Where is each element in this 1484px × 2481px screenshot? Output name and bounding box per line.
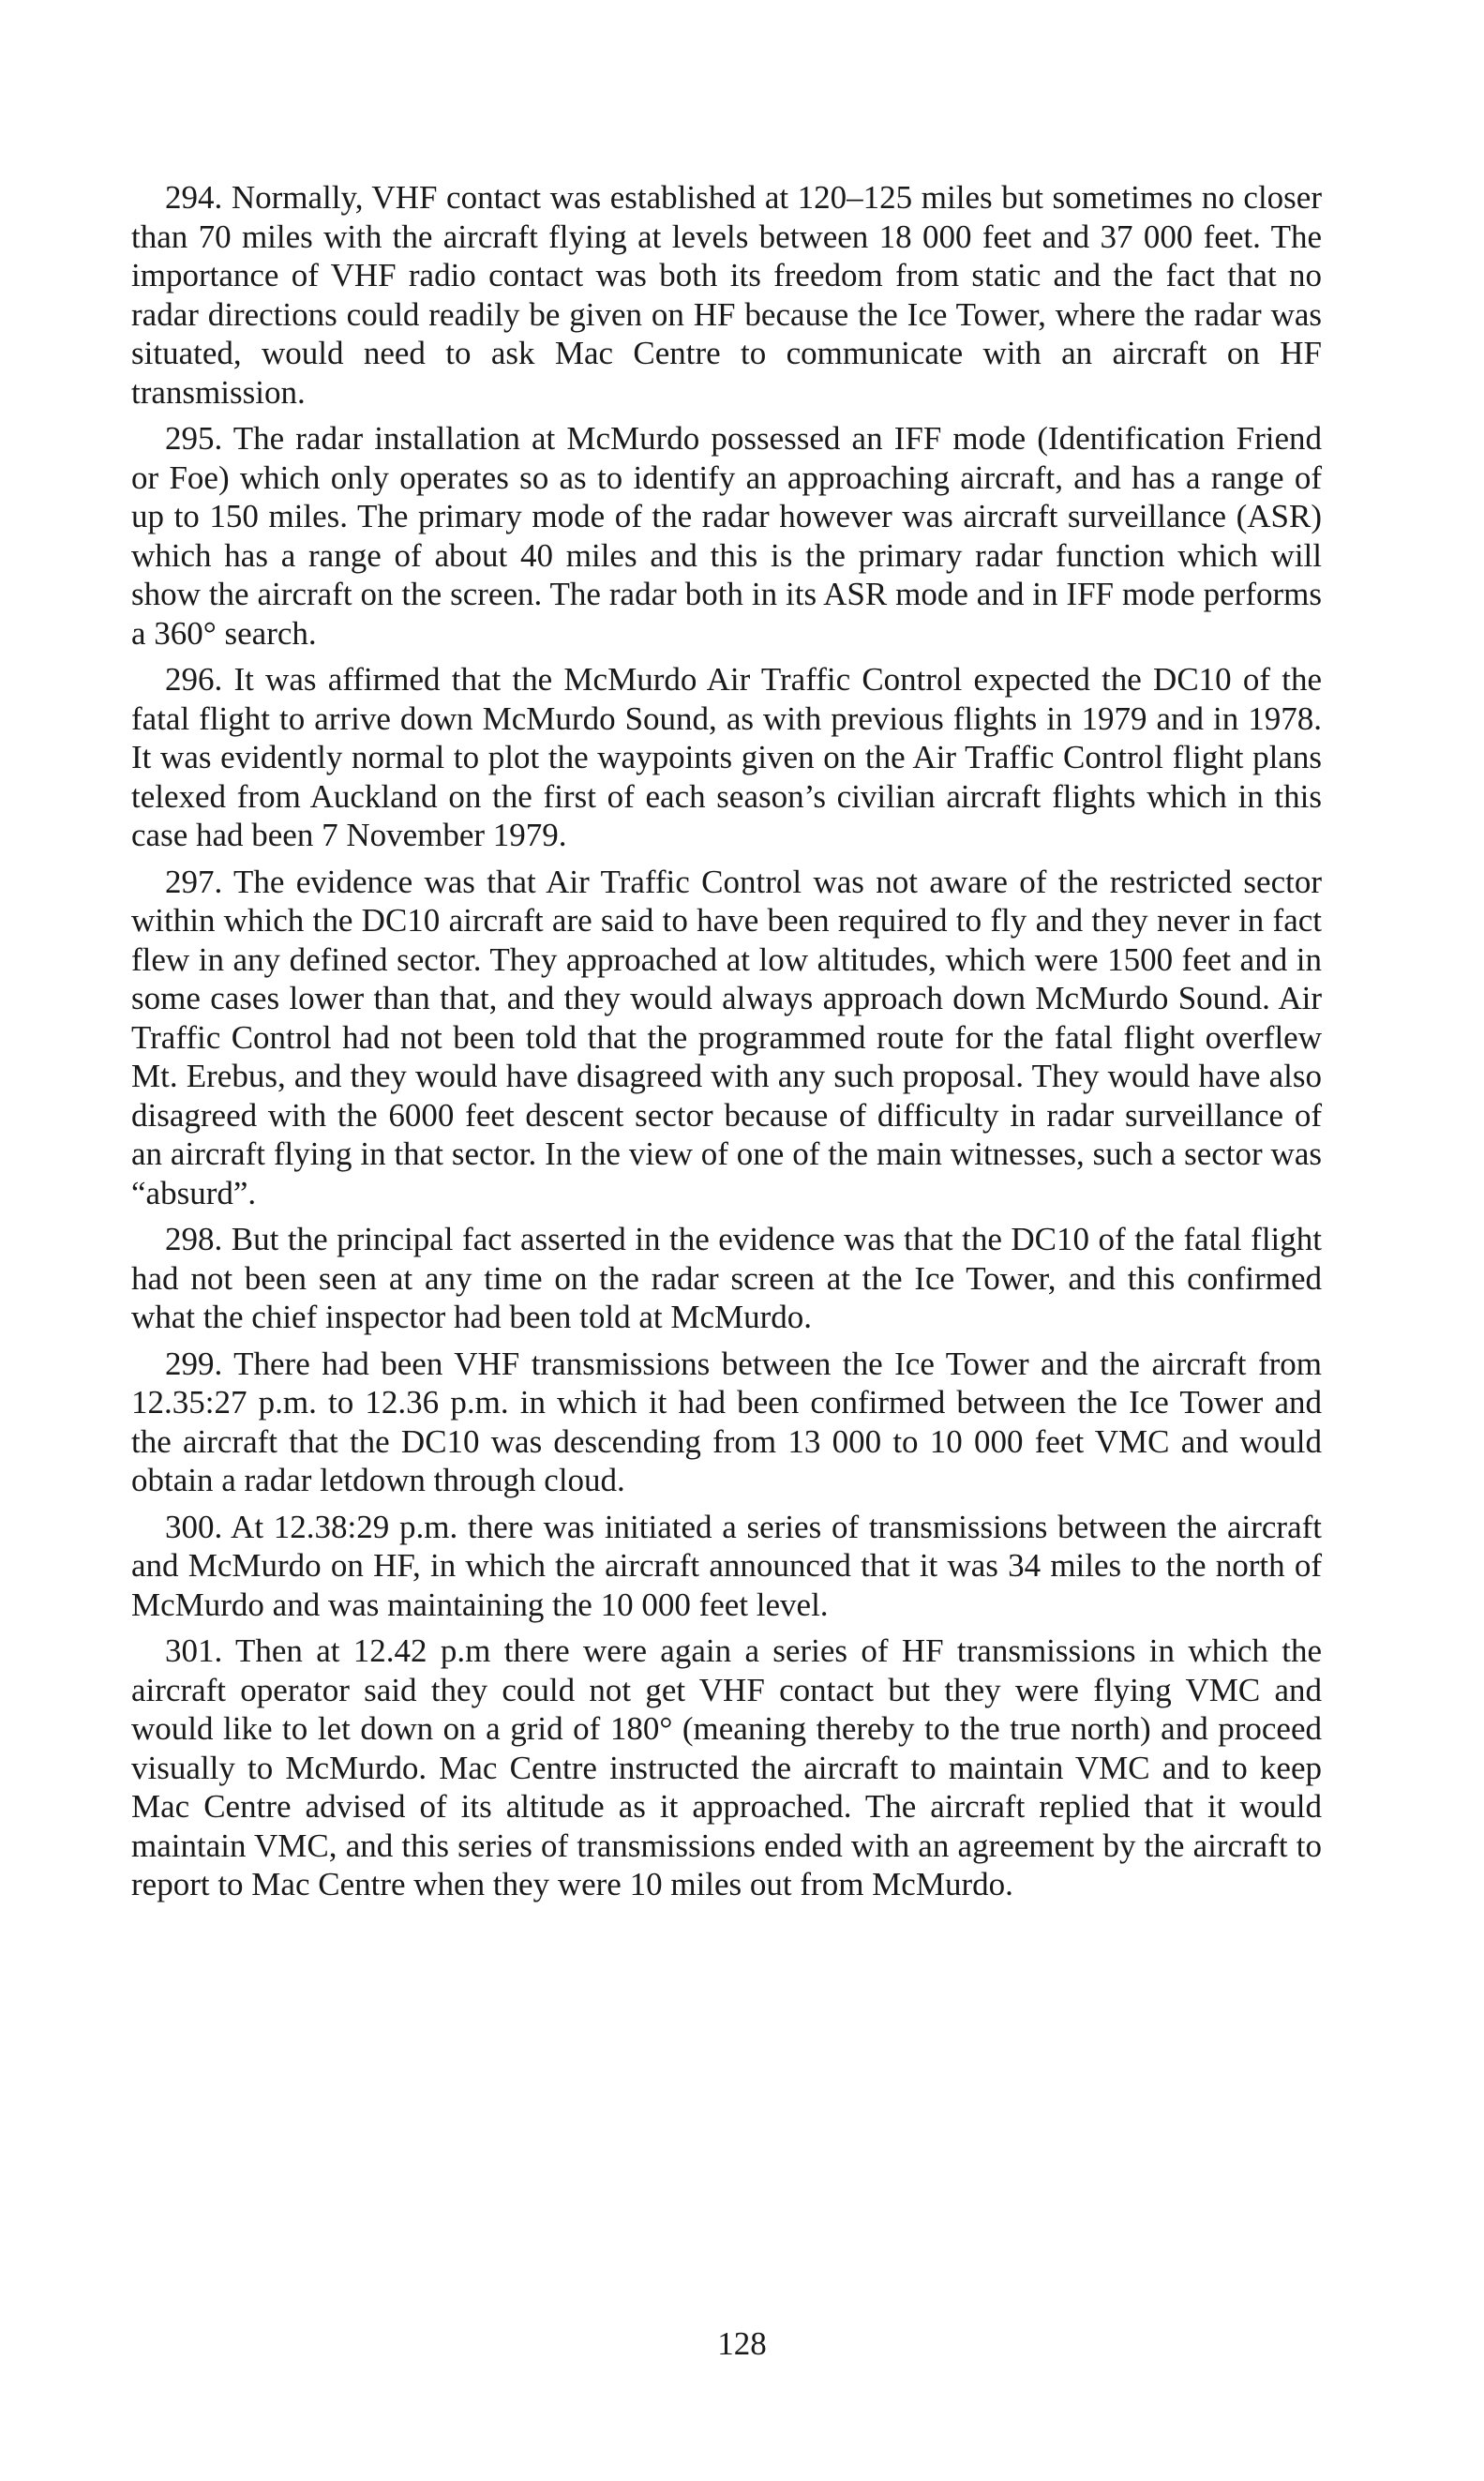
page-number: 128 [717, 2325, 767, 2362]
paragraph-300: 300. At 12.38:29 p.m. there was initiated a series of transmissions between the aircraft and McMurdo on HF, in which the aircraft announced that it was 34 miles to the north of McMurdo and was maintaining the 10 000 feet level. [131, 1508, 1322, 1623]
paragraph-294: 294. Normally, VHF contact was established at 120–125 miles but sometimes no closer than 70 miles with the aircraft flying at levels between 18 000 feet and 37 000 feet. The importance of VHF radio contact was both its freedom from static and the fact that no radar directions could readily be given on HF because the Ice Tower, where the radar was situated, would need to ask Mac Centre to communicate with an aircraft on HF transmission. [131, 179, 1322, 411]
paragraph-298: 298. But the principal fact asserted in the evidence was that the DC10 of the fatal flight had not been seen at any time on the radar screen at the Ice Tower, and this confirmed what the chief inspector had been told at McMurdo. [131, 1221, 1322, 1335]
paragraph-299: 299. There had been VHF transmissions between the Ice Tower and the aircraft from 12.35:27 p.m. to 12.36 p.m. in which it had been confirmed between the Ice Tower and the aircraft that the DC10 was descending from 13 000 to 10 000 feet VMC and would obtain a radar letdown through cloud. [131, 1345, 1322, 1498]
body-text [131, 178, 1322, 1912]
paragraph-301: 301. Then at 12.42 p.m there were again a series of HF transmissions in which the aircraft operator said they could not get VHF contact but they were flying VMC and would like to let down on a grid of 180° (meaning thereby to the true north) and proceed visually to McMurdo. Mac Centre instructed the aircraft to maintain VMC and to keep Mac Centre advised of its altitude as it approached. The aircraft replied that it would maintain VMC, and this series of transmissions ended with an agreement by the aircraft to report to Mac Centre when they were 10 miles out from McMurdo. [131, 1632, 1322, 1902]
paragraph-296: 296. It was affirmed that the McMurdo Air Traffic Control expected the DC10 of the fatal flight to arrive down McMurdo Sound, as with previous flights in 1979 and in 1978. It was evidently normal to plot the waypoints given on the Air Traffic Control flight plans telexed from Auckland on the first of each season’s civilian aircraft flights which in this case had been 7 November 1979. [131, 661, 1322, 853]
paragraph-295: 295. The radar installation at McMurdo possessed an IFF mode (Identification Friend or Foe) which only operates so as to identify an approaching aircraft, and has a range of up to 150 miles. The primary mode of the radar however was aircraft surveillance (ASR) which has a range of about 40 miles and this is the primary radar function which will show the aircraft on the screen. The radar both in its ASR mode and in IFF mode performs a 360° search. [131, 420, 1322, 652]
paragraph-297: 297. The evidence was that Air Traffic Control was not aware of the restricted sector within which the DC10 aircraft are said to have been required to fly and they never in fact flew in any defined sector. They approached at low altitudes, which were 1500 feet and in some cases lower than that, and they would always approach down McMurdo Sound. Air Traffic Control had not been told that the programmed route for the fatal flight overflew Mt. Erebus, and they would have disagreed with any such proposal. They would have also disagreed with the 6000 feet descent sector because of difficulty in radar surveillance of an aircraft flying in that sector. In the view of one of the main witnesses, such a sector was “absurd”. [131, 863, 1322, 1211]
